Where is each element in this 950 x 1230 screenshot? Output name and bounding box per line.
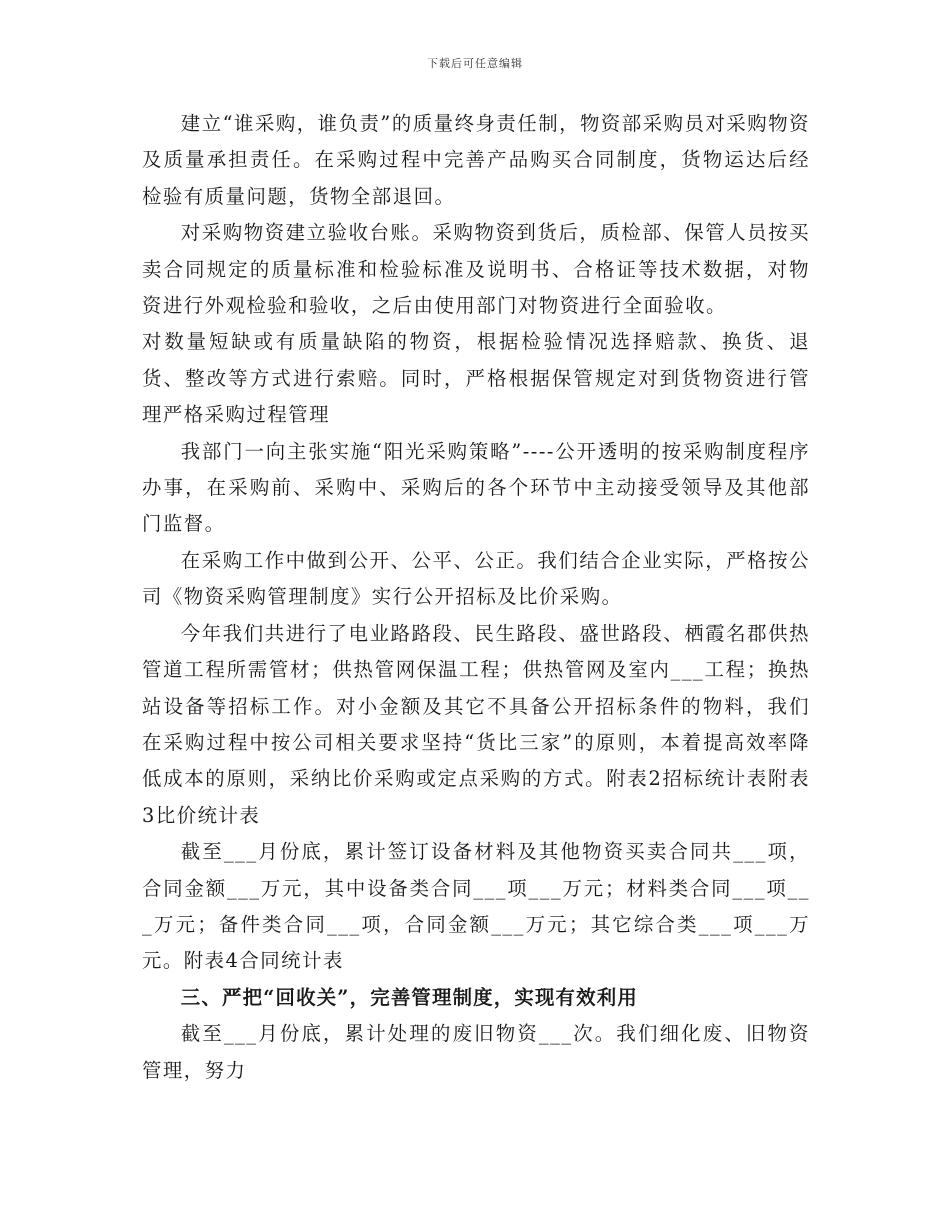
paragraph-sunshine-procurement: 我部门一向主张实施“阳光采购策略”----公开透明的按采购制度程序办事，在采购前、采购中、采购后的各个环节中主动接受领导及其他部门监督。 <box>142 439 810 536</box>
paragraph-quality-responsibility: 建立“谁采购，谁负责”的质量终身责任制，物资部采购员对采购物资及质量承担责任。在采购过程中完善产品购买合同制度，货物运达后经检验有质量问题，货物全部退回。 <box>142 112 810 208</box>
paragraph-tender-work: 今年我们共进行了电业路路段、民生路段、盛世路段、栖霞名郡供热管道工程所需管材；供热管网保温工程；供热管网及室内___工程；换热站设备等招标工作。对小金额及其它不具备公开招标条件的物料，我们在采购过程中按公司相关要求坚持“货比三家”的原则，本着提高效率降低成本的原则，采纳比价采购或定点采购的方式。附表2招标统计表附表3比价统计表 <box>142 621 810 827</box>
paragraph-waste-materials: 截至___月份底，累计处理的废旧物资___次。我们细化废、旧物资管理，努力 <box>142 1022 810 1082</box>
paragraph-contract-stats: 截至___月份底，累计签订设备材料及其他物资买卖合同共___项，合同金额___万元，其中设备类合同___项___万元；材料类合同___项___万元；备件类合同___项，合同金额___万元；其它综合类___项___万元。附表4合同统计表 <box>142 840 810 973</box>
paragraph-acceptance-ledger: 对采购物资建立验收台账。采购物资到货后，质检部、保管人员按买卖合同规定的质量标准和检验标准及说明书、合格证等技术数据，对物资进行外观检验和验收，之后由使用部门对物资进行全面验收。 <box>142 221 810 318</box>
section-heading-recycling: 三、严把“回收关”，完善管理制度，实现有效利用 <box>180 985 638 1009</box>
document-body <box>142 106 810 1089</box>
paragraph-open-fair: 在采购工作中做到公开、公平、公正。我们结合企业实际，严格按公司《物资采购管理制度》实行公开招标及比价采购。 <box>142 548 810 609</box>
page-header: 下载后可任意编辑 <box>427 57 523 70</box>
paragraph-claims: 对数量短缺或有质量缺陷的物资，根据检验情况选择赔款、换货、退货、整改等方式进行索赔。同时，严格根据保管规定对到货物资进行管理严格采购过程管理 <box>142 330 810 427</box>
